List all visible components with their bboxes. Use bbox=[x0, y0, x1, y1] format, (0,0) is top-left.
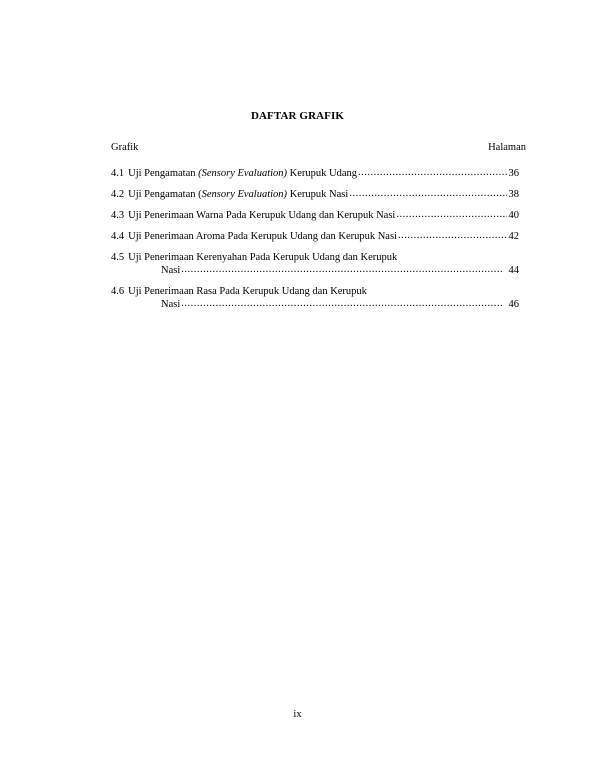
list-item bbox=[111, 168, 526, 181]
leader-dots bbox=[396, 209, 506, 221]
entry-title: Uji Penerimaan Warna Pada Kerupuk Udang dan Kerupuk Nasi bbox=[128, 210, 396, 221]
entry-title: Uji Penerimaan Kerenyahan Pada Kerupuk Udang dan Kerupuk bbox=[128, 252, 398, 263]
entry-page-number: 44 bbox=[508, 265, 519, 276]
list-item bbox=[111, 231, 526, 244]
page-number: ix bbox=[293, 709, 302, 720]
column-header-grafik: Grafik bbox=[111, 142, 139, 153]
entry-page-number: 40 bbox=[508, 210, 519, 221]
entry-title: Uji Penerimaan Aroma Pada Kerupuk Udang dan Kerupuk Nasi bbox=[128, 231, 397, 242]
list-item bbox=[111, 252, 526, 278]
entry-page-number: 36 bbox=[508, 168, 519, 179]
entry-title-continuation: Nasi bbox=[161, 265, 181, 276]
leader-dots bbox=[349, 188, 506, 200]
leader-dots bbox=[358, 167, 506, 179]
entry-number: 4.5 bbox=[111, 252, 125, 263]
entry-title: Uji Pengamatan (Sensory Evaluation) Kerupuk Udang bbox=[128, 168, 358, 179]
list-item bbox=[111, 286, 526, 312]
entry-number: 4.1 bbox=[111, 168, 125, 179]
page-title: DAFTAR GRAFIK bbox=[250, 110, 345, 122]
entry-page-number: 42 bbox=[508, 231, 519, 242]
entry-page-number: 38 bbox=[508, 189, 519, 200]
entry-number: 4.2 bbox=[111, 189, 125, 200]
entry-title-continuation: Nasi bbox=[161, 299, 181, 310]
entry-title: Uji Pengamatan (Sensory Evaluation) Kerupuk Nasi bbox=[128, 189, 349, 200]
entry-page-number: 46 bbox=[508, 299, 519, 310]
list-item bbox=[111, 210, 526, 223]
entry-number: 4.4 bbox=[111, 231, 125, 242]
entry-number: 4.3 bbox=[111, 210, 125, 221]
entry-title: Uji Penerimaan Rasa Pada Kerupuk Udang dan Kerupuk bbox=[128, 286, 367, 297]
entry-number: 4.6 bbox=[111, 286, 125, 297]
list-item bbox=[111, 189, 526, 202]
leader-dots bbox=[181, 298, 503, 310]
figure-list bbox=[111, 168, 526, 320]
leader-dots bbox=[181, 264, 503, 276]
column-header-halaman: Halaman bbox=[488, 142, 526, 153]
leader-dots bbox=[398, 230, 507, 242]
